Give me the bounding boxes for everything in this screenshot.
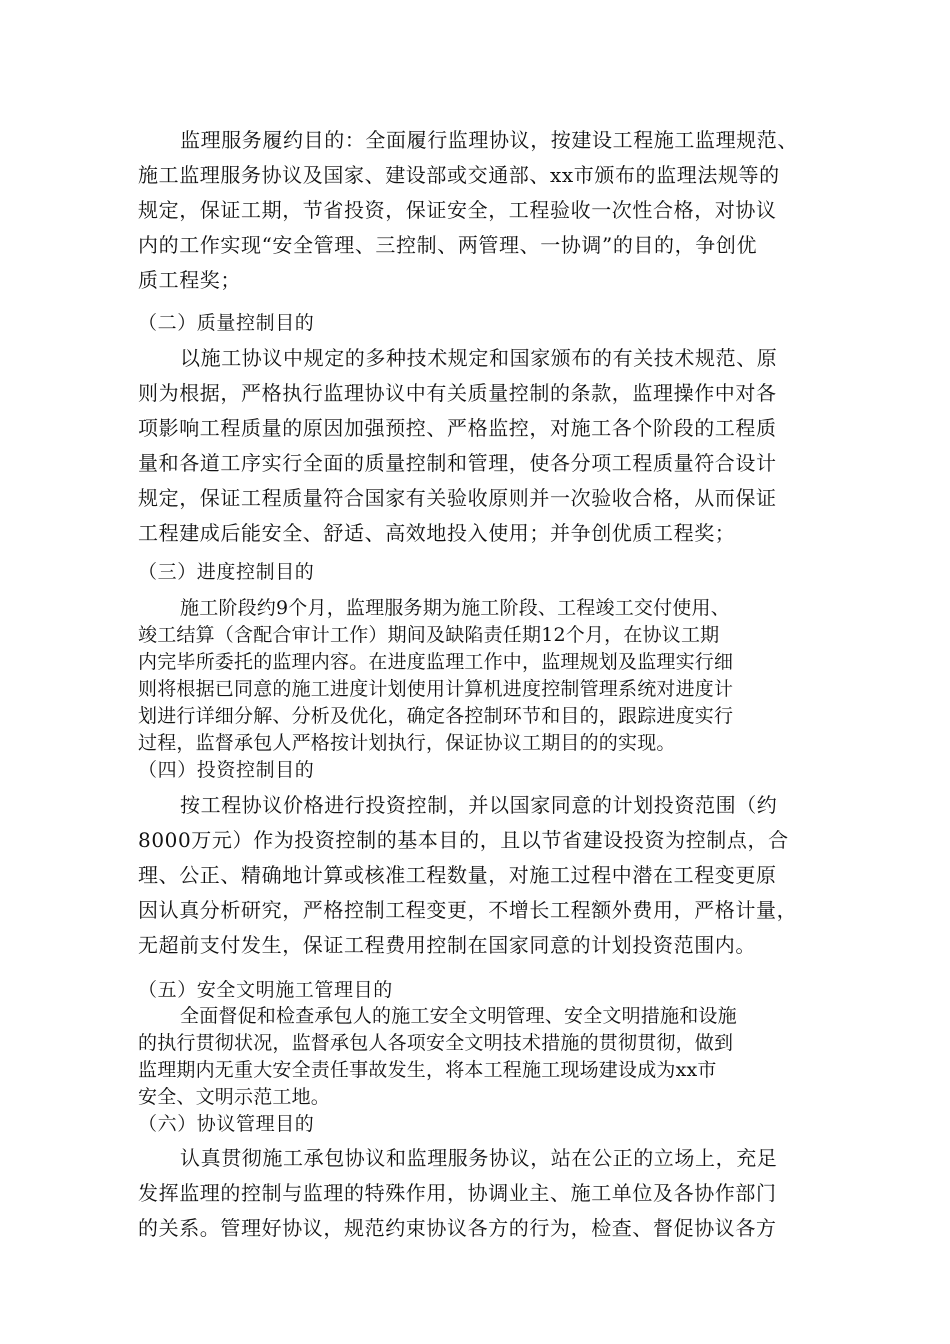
paragraph-line: 发挥监理的控制与监理的特殊作用，协调业主、施工单位及各协作部门 xyxy=(138,1181,777,1205)
paragraph-line: 的执行贯彻状况，监督承包人各项安全文明技术措施的贯彻贯彻，做到 xyxy=(138,1032,734,1054)
paragraph-line: 以施工协议中规定的多种技术规定和国家颁布的有关技术规范、原 xyxy=(180,346,778,370)
paragraph-line: 无超前支付发生，保证工程费用控制在国家同意的计划投资范围内。 xyxy=(138,933,756,957)
paragraph-line: 监理服务履约目的：全面履行监理协议，按建设工程施工监理规范、 xyxy=(180,128,798,152)
paragraph-line: 理、公正、精确地计算或核准工程数量，对施工过程中潜在工程变更原 xyxy=(138,863,777,887)
paragraph-line: 8000万元）作为投资控制的基本目的，且以节省建设投资为控制点，合 xyxy=(138,828,789,852)
section-heading-contract: （六）协议管理目的 xyxy=(138,1113,315,1135)
paragraph-line: 施工阶段约9个月，监理服务期为施工阶段、工程竣工交付使用、 xyxy=(180,597,730,619)
section-heading-investment: （四）投资控制目的 xyxy=(138,759,315,781)
paragraph-line: 的关系。管理好协议，规范约束协议各方的行为，检查、督促协议各方 xyxy=(138,1216,777,1240)
paragraph-line: 监理期内无重大安全责任事故发生，将本工程施工现场建设成为xx市 xyxy=(138,1059,717,1081)
paragraph-line: 按工程协议价格进行投资控制，并以国家同意的计划投资范围（约 xyxy=(180,793,778,817)
paragraph-line: 则将根据已同意的施工进度计划使用计算机进度控制管理系统对进度计 xyxy=(138,678,734,700)
paragraph-line: 质工程奖； xyxy=(138,268,241,292)
paragraph-line: 因认真分析研究，严格控制工程变更，不增长工程额外费用，严格计量， xyxy=(138,898,798,922)
paragraph-line: 划进行详细分解、分析及优化，确定各控制环节和目的，跟踪进度实行 xyxy=(138,705,734,727)
paragraph-line: 全面督促和检查承包人的施工安全文明管理、安全文明措施和设施 xyxy=(180,1005,737,1027)
paragraph-line: 过程，监督承包人严格按计划执行，保证协议工期目的的实现。 xyxy=(138,732,676,754)
paragraph-line: 规定，保证工期，节省投资，保证安全，工程验收一次性合格，对协议 xyxy=(138,198,777,222)
paragraph-line: 安全、文明示范工地。 xyxy=(138,1086,331,1108)
paragraph-line: 内的工作实现“安全管理、三控制、两管理、一协调”的目的，争创优 xyxy=(138,233,758,257)
paragraph-line: 则为根据，严格执行监理协议中有关质量控制的条款，监理操作中对各 xyxy=(138,381,777,405)
paragraph-line: 项影响工程质量的原因加强预控、严格监控，对施工各个阶段的工程质 xyxy=(138,416,777,440)
paragraph-line: 施工监理服务协议及国家、建设部或交通部、xx市颁布的监理法规等的 xyxy=(138,163,780,187)
section-heading-schedule: （三）进度控制目的 xyxy=(138,561,315,583)
section-heading-safety: （五）安全文明施工管理目的 xyxy=(138,979,393,1001)
paragraph-line: 认真贯彻施工承包协议和监理服务协议，站在公正的立场上，充足 xyxy=(180,1146,778,1170)
section-heading-quality: （二）质量控制目的 xyxy=(138,312,315,334)
paragraph-line: 量和各道工序实行全面的质量控制和管理，使各分项工程质量符合设计 xyxy=(138,451,777,475)
paragraph-line: 竣工结算（含配合审计工作）期间及缺陷责任期12个月，在协议工期 xyxy=(138,624,720,646)
paragraph-line: 工程建成后能安全、舒适、高效地投入使用；并争创优质工程奖； xyxy=(138,521,736,545)
paragraph-line: 规定，保证工程质量符合国家有关验收原则并一次验收合格，从而保证 xyxy=(138,486,777,510)
paragraph-line: 内完毕所委托的监理内容。在进度监理工作中，监理规划及监理实行细 xyxy=(138,651,734,673)
